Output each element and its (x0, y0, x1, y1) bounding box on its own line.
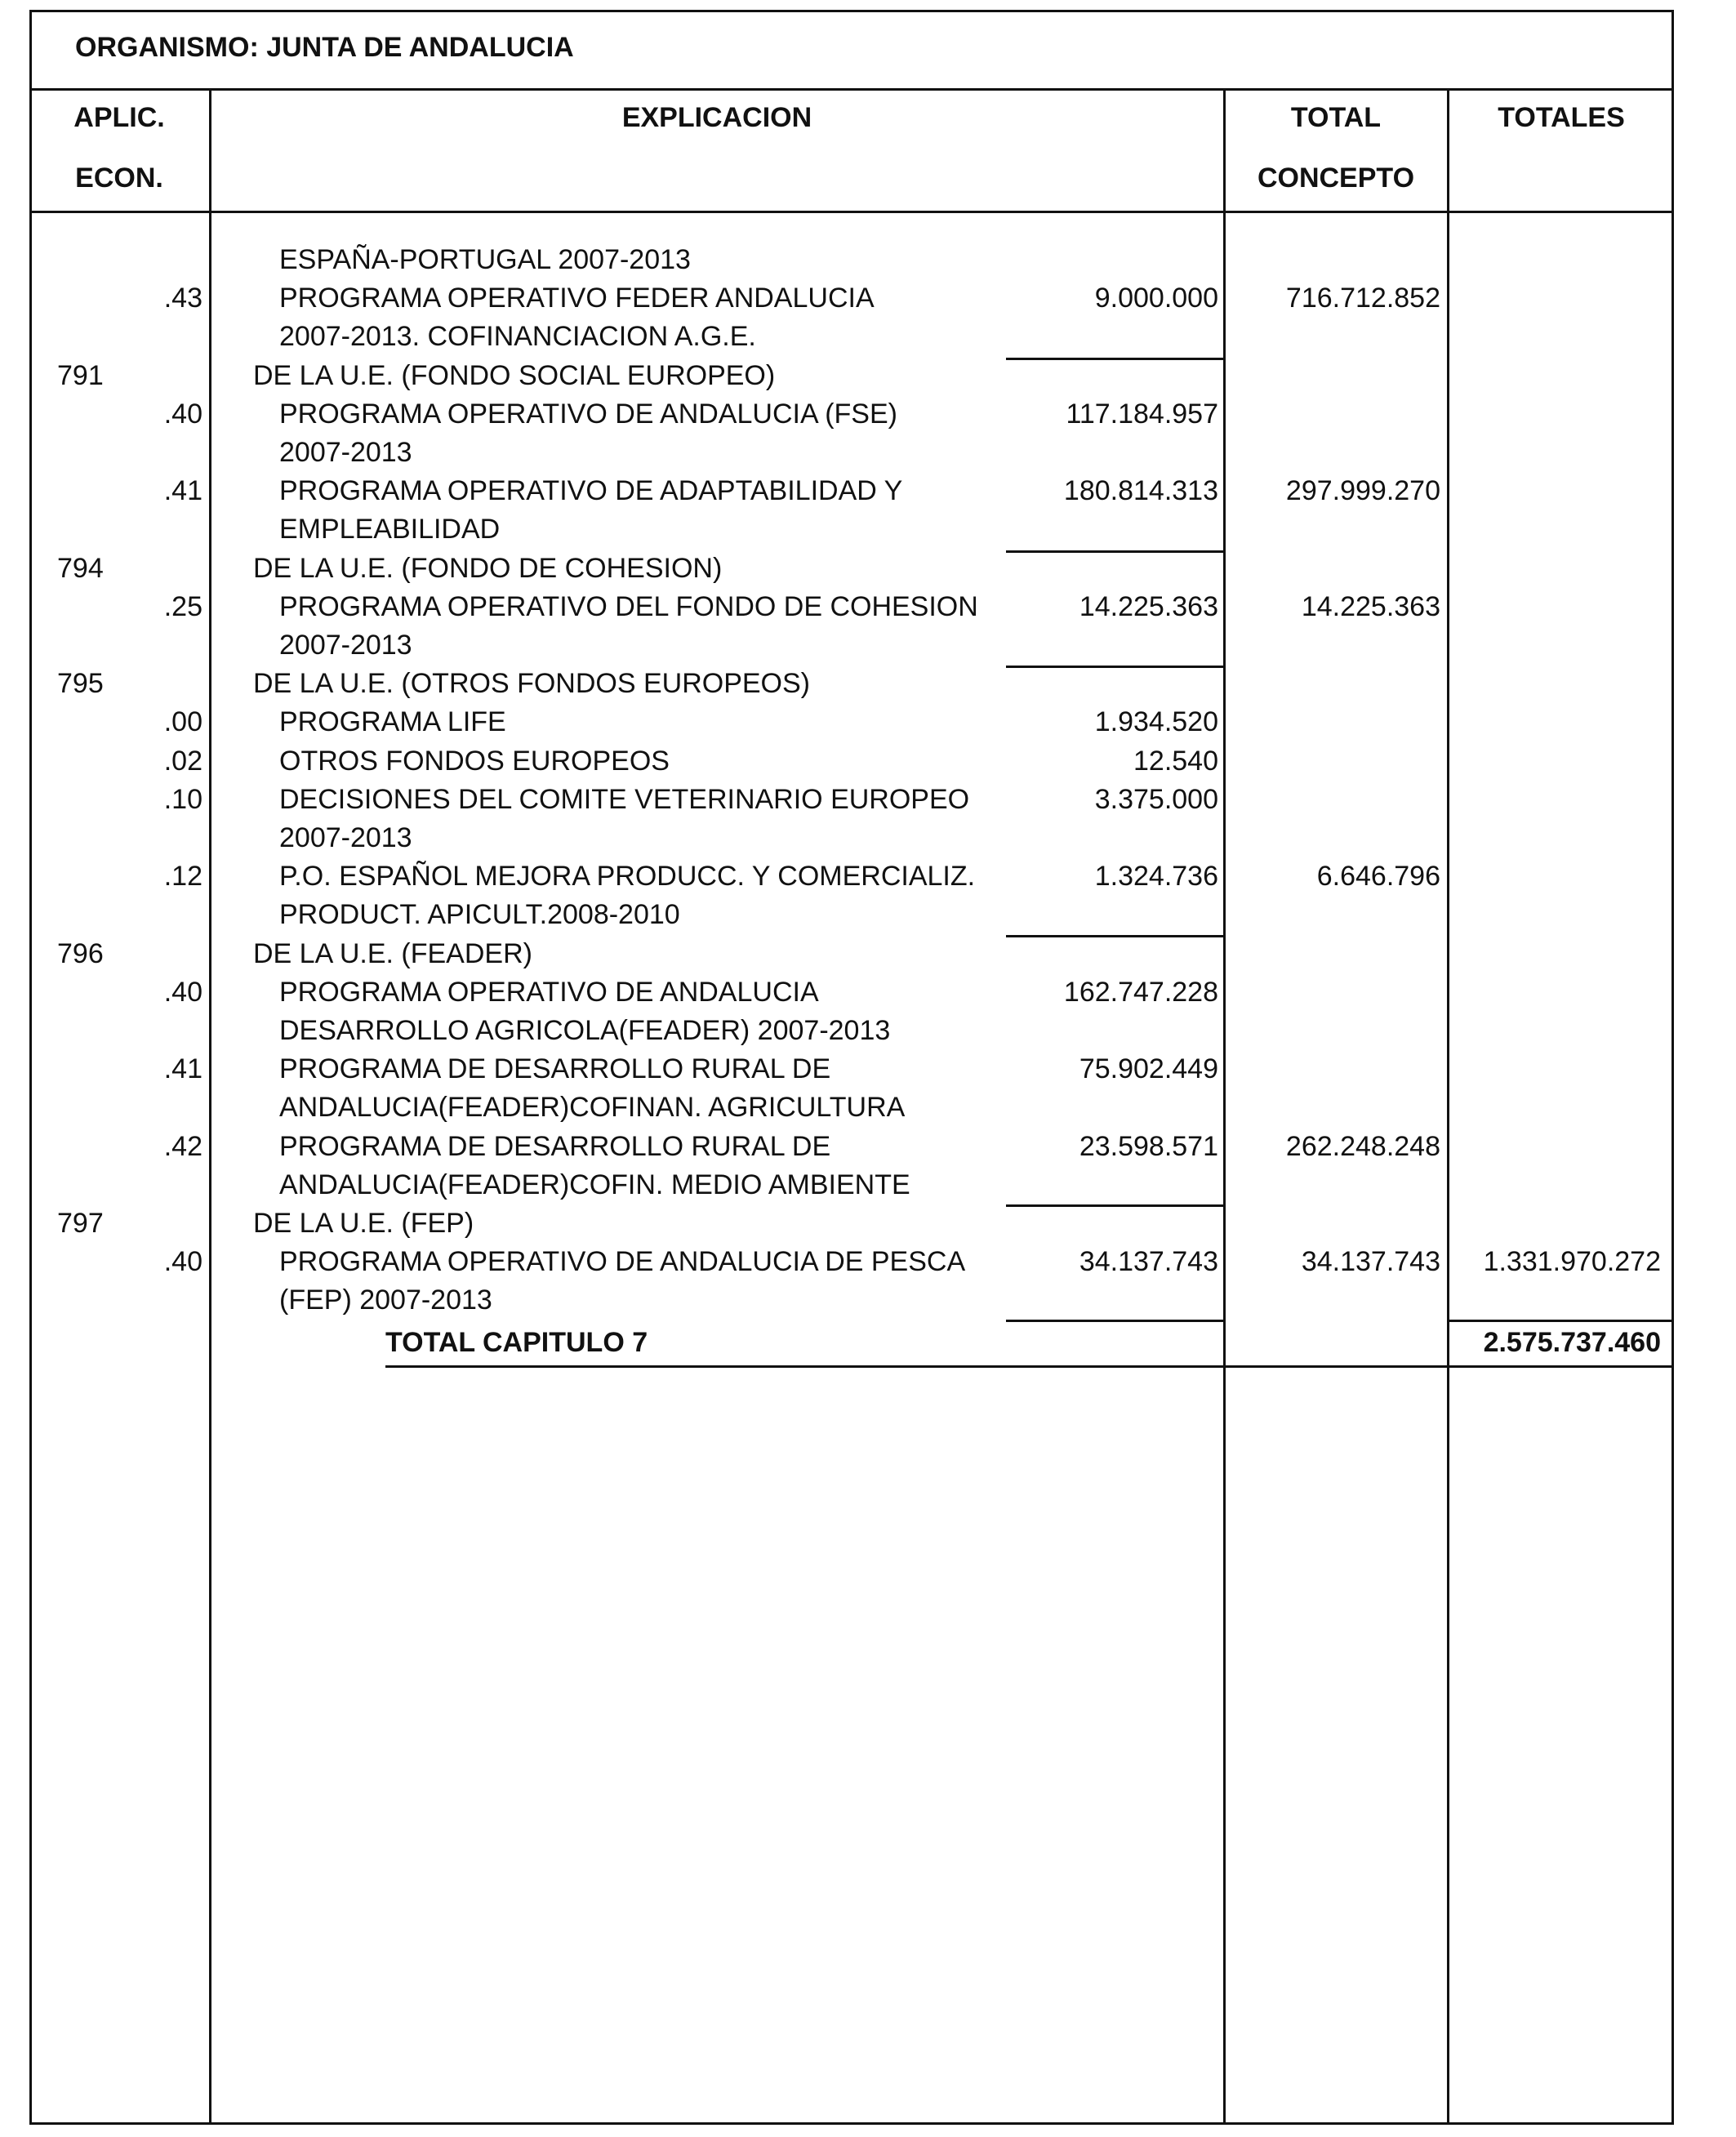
row-code: 796 (57, 938, 104, 969)
subtotal-rule (1006, 1320, 1225, 1322)
row-code: .42 (163, 1131, 203, 1162)
row-text: ANDALUCIA(FEADER)COFIN. MEDIO AMBIENTE (279, 1169, 910, 1200)
row-text: PROGRAMA OPERATIVO DE ADAPTABILIDAD Y (279, 475, 903, 506)
column-line-1 (209, 88, 211, 2125)
row-code: .02 (163, 746, 203, 777)
row-text: DE LA U.E. (FEP) (253, 1208, 474, 1239)
row-code: .40 (163, 398, 203, 430)
row-text: 2007-2013. COFINANCIACION A.G.E. (279, 321, 756, 352)
row-text: P.O. ESPAÑOL MEJORA PRODUCC. Y COMERCIALIZ. (279, 861, 976, 892)
row-text: DECISIONES DEL COMITE VETERINARIO EUROPEO (279, 784, 970, 815)
column-line-3 (1447, 88, 1449, 2125)
row-amount: 162.747.228 (1063, 977, 1218, 1008)
subtotal-rule (1006, 935, 1225, 937)
col-header-explicacion: EXPLICACION (621, 102, 812, 133)
row-amount: 14.225.363 (1079, 591, 1218, 622)
row-text: 2007-2013 (279, 822, 412, 853)
row-totales: 1.331.970.272 (1483, 1246, 1661, 1277)
row-amount: 3.375.000 (1094, 784, 1218, 815)
row-text: PROGRAMA OPERATIVO DE ANDALUCIA (279, 977, 819, 1008)
row-text: DE LA U.E. (FONDO SOCIAL EUROPEO) (253, 360, 776, 391)
row-code: 794 (57, 553, 104, 584)
row-text: DESARROLLO AGRICOLA(FEADER) 2007-2013 (279, 1015, 891, 1046)
subtotal-rule (1006, 1204, 1225, 1207)
row-text: PROGRAMA OPERATIVO DE ANDALUCIA DE PESCA (279, 1246, 966, 1277)
row-amount: 34.137.743 (1079, 1246, 1218, 1277)
row-code: .41 (163, 1053, 203, 1084)
total-rule-top (1447, 1320, 1674, 1322)
subtotal-rule (1006, 666, 1225, 668)
row-text: OTROS FONDOS EUROPEOS (279, 746, 670, 777)
row-amount: 9.000.000 (1094, 283, 1218, 314)
col-header-total: TOTAL (1290, 102, 1382, 133)
row-text: PROGRAMA DE DESARROLLO RURAL DE (279, 1053, 831, 1084)
header-divider-top (29, 88, 1674, 91)
subtotal-rule (1006, 358, 1225, 360)
row-text: DE LA U.E. (FONDO DE COHESION) (253, 553, 723, 584)
row-code: .40 (163, 1246, 203, 1277)
row-text: PROGRAMA OPERATIVO DE ANDALUCIA (FSE) (279, 398, 897, 430)
total-label: TOTAL CAPITULO 7 (385, 1327, 648, 1358)
row-text: PROGRAMA LIFE (279, 706, 506, 737)
column-line-2 (1223, 88, 1226, 2125)
row-text: ANDALUCIA(FEADER)COFINAN. AGRICULTURA (279, 1092, 906, 1123)
organismo-title: ORGANISMO: JUNTA DE ANDALUCIA (75, 32, 574, 63)
row-text: PROGRAMA OPERATIVO FEDER ANDALUCIA (279, 283, 875, 314)
row-text: DE LA U.E. (OTROS FONDOS EUROPEOS) (253, 668, 810, 699)
subtotal-rule (1006, 550, 1225, 553)
row-amount: 12.540 (1133, 746, 1218, 777)
row-code: .40 (163, 977, 203, 1008)
row-code: .43 (163, 283, 203, 314)
col-header-aplic: APLIC. (73, 102, 165, 133)
row-amount: 1.934.520 (1094, 706, 1218, 737)
total-rule-bottom (385, 1365, 1674, 1368)
row-amount: 23.598.571 (1079, 1131, 1218, 1162)
row-text: 2007-2013 (279, 630, 412, 661)
row-text: EMPLEABILIDAD (279, 514, 501, 545)
document-frame (29, 10, 1674, 2125)
row-total-concepto: 6.646.796 (1316, 861, 1440, 892)
col-header-totales: TOTALES (1498, 102, 1625, 133)
row-amount: 75.902.449 (1079, 1053, 1218, 1084)
row-total-concepto: 14.225.363 (1301, 591, 1440, 622)
row-text: 2007-2013 (279, 437, 412, 468)
row-text: PRODUCT. APICULT.2008-2010 (279, 899, 680, 930)
col-header-concepto: CONCEPTO (1257, 163, 1415, 194)
total-value: 2.575.737.460 (1483, 1327, 1661, 1358)
row-code: .25 (163, 591, 203, 622)
row-code: .10 (163, 784, 203, 815)
row-text: DE LA U.E. (FEADER) (253, 938, 532, 969)
header-divider-bottom (29, 211, 1674, 213)
row-amount: 1.324.736 (1094, 861, 1218, 892)
row-total-concepto: 34.137.743 (1301, 1246, 1440, 1277)
row-code: 797 (57, 1208, 104, 1239)
row-text: PROGRAMA OPERATIVO DEL FONDO DE COHESION (279, 591, 978, 622)
row-amount: 117.184.957 (1066, 398, 1218, 430)
row-total-concepto: 297.999.270 (1285, 475, 1440, 506)
row-code: .12 (163, 861, 203, 892)
row-text: (FEP) 2007-2013 (279, 1284, 492, 1316)
row-code: .41 (163, 475, 203, 506)
row-code: .00 (163, 706, 203, 737)
row-code: 795 (57, 668, 104, 699)
row-text: PROGRAMA DE DESARROLLO RURAL DE (279, 1131, 831, 1162)
row-amount: 180.814.313 (1063, 475, 1218, 506)
row-total-concepto: 262.248.248 (1285, 1131, 1440, 1162)
row-total-concepto: 716.712.852 (1285, 283, 1440, 314)
row-text: ESPAÑA-PORTUGAL 2007-2013 (279, 244, 691, 275)
col-header-econ: ECON. (75, 163, 163, 194)
row-code: 791 (57, 360, 104, 391)
